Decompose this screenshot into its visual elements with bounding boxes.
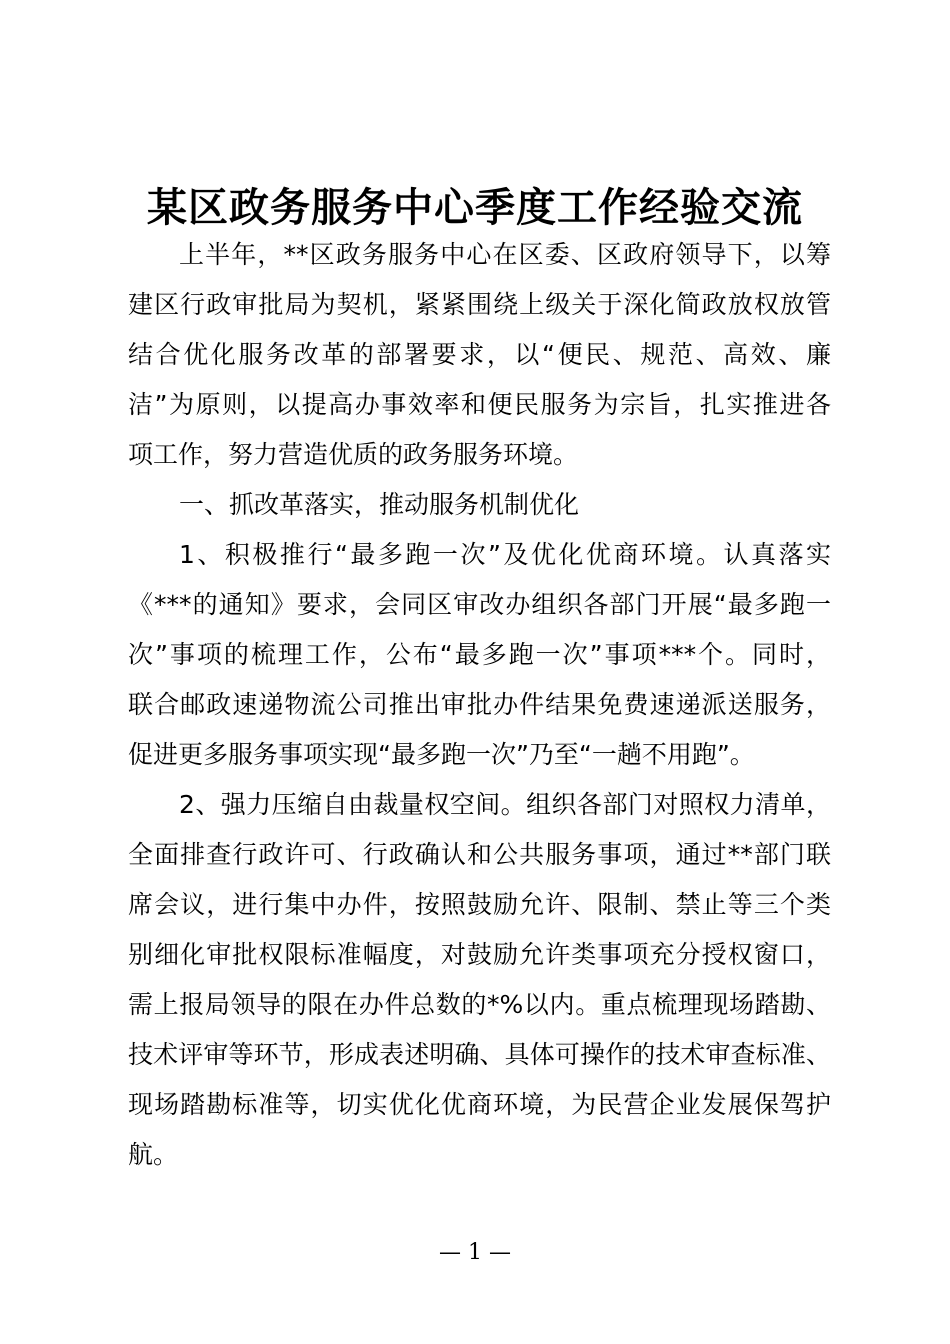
text-line: 项工作，努力营造优质的政务服务环境。 <box>128 440 579 469</box>
text-line: 一、抓改革落实，推动服务机制优化 <box>179 490 580 519</box>
paragraph <box>128 230 831 480</box>
text-line: 联合邮政速递物流公司推出审批办件结果免费速递派送服务， <box>128 690 831 719</box>
document-body <box>128 230 831 1180</box>
paragraph <box>128 780 831 1180</box>
text-line: 航。 <box>128 1140 179 1169</box>
text-line: 技术评审等环节，形成表述明确、具体可操作的技术审查标准、 <box>128 1040 831 1069</box>
text-line: 促进更多服务事项实现“最多跑一次”乃至“一趟不用跑”。 <box>128 740 755 769</box>
text-line: 别细化审批权限标准幅度，对鼓励允许类事项充分授权窗口， <box>128 940 831 969</box>
paragraph <box>128 530 831 780</box>
paragraph <box>128 480 831 530</box>
text-line: 现场踏勘标准等，切实优化优商环境，为民营企业发展保驾护 <box>128 1090 831 1119</box>
text-line: 1、积极推行“最多跑一次”及优化优商环境。认真落实 <box>179 540 831 569</box>
text-line: 结合优化服务改革的部署要求，以“便民、规范、高效、廉 <box>128 340 831 369</box>
text-line: 上半年，**区政务服务中心在区委、区政府领导下，以筹 <box>179 240 831 269</box>
text-line: 洁”为原则，以提高办事效率和便民服务为宗旨，扎实推进各 <box>128 390 831 419</box>
text-line: 建区行政审批局为契机，紧紧围绕上级关于深化简政放权放管 <box>128 290 831 319</box>
page-number: — 1 — <box>439 1240 511 1265</box>
text-line: 2、强力压缩自由裁量权空间。组织各部门对照权力清单， <box>179 790 831 819</box>
text-line: 需上报局领导的限在办件总数的*%以内。重点梳理现场踏勘、 <box>128 990 831 1019</box>
text-line: 次”事项的梳理工作，公布“最多跑一次”事项***个。同时， <box>128 640 831 669</box>
text-line: 席会议，进行集中办件，按照鼓励允许、限制、禁止等三个类 <box>128 890 831 919</box>
document-title: 某区政务服务中心季度工作经验交流 <box>147 184 803 231</box>
text-line: 《***的通知》要求，会同区审改办组织各部门开展“最多跑一 <box>128 590 831 619</box>
text-line: 全面排查行政许可、行政确认和公共服务事项，通过**部门联 <box>128 840 831 869</box>
